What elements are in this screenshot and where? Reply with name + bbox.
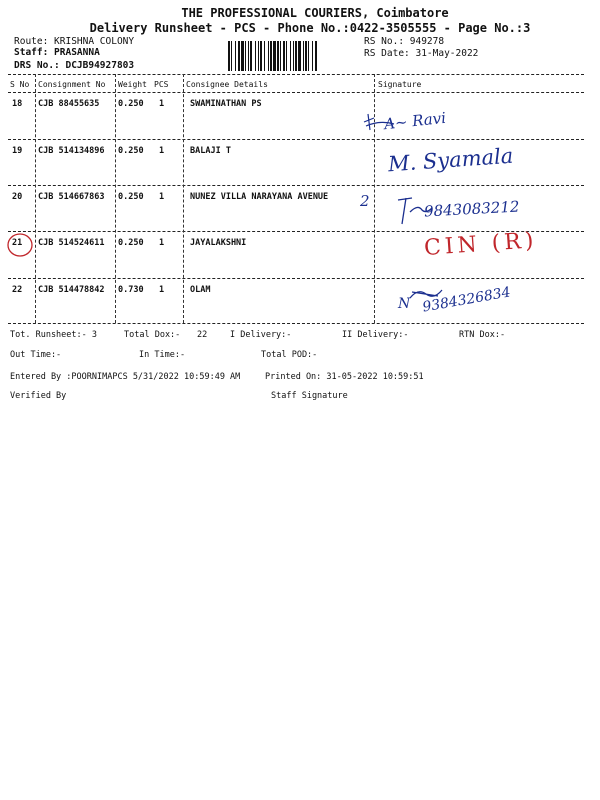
staff-signature: Staff Signature <box>271 391 348 401</box>
barcode-bar <box>295 41 297 71</box>
cell-weight: 0.250 <box>118 192 144 202</box>
signature-row22-phone: 9384326834 <box>421 284 512 316</box>
barcode-bar <box>273 41 276 71</box>
barcode-bar <box>286 41 287 71</box>
col-header-weight: Weight <box>118 80 147 89</box>
cell-consignment: CJB 514524611 <box>38 238 105 248</box>
rtn-dox: RTN Dox:- <box>459 330 506 340</box>
barcode-bar <box>312 41 313 71</box>
cell-sno: 21 <box>12 238 23 248</box>
cell-pcs: 1 <box>159 238 165 248</box>
barcode-bar <box>238 41 240 71</box>
barcode-bar <box>283 41 285 71</box>
cell-consignee: NUNEZ VILLA NARAYANA AVENUE <box>190 192 329 202</box>
column-divider <box>115 74 116 323</box>
verified-by: Verified By <box>10 391 67 401</box>
table-header-rule <box>8 92 584 93</box>
cell-pcs: 1 <box>159 192 165 202</box>
signature-row18: A~ Ravi <box>383 108 447 134</box>
barcode-bar <box>277 41 279 71</box>
barcode-bar <box>293 41 294 71</box>
barcode-bar <box>231 41 232 71</box>
cell-consignment: CJB 514134896 <box>38 146 105 156</box>
barcode-bar <box>258 41 259 71</box>
barcode-bar <box>241 41 244 71</box>
cell-consignee: JAYALAKSHNI <box>190 238 247 248</box>
cell-sno: 20 <box>12 192 23 202</box>
column-divider <box>183 74 184 323</box>
barcode-bar <box>255 41 256 71</box>
barcode-bar <box>260 41 262 71</box>
cell-consignment: CJB 514667863 <box>38 192 105 202</box>
row-divider <box>8 139 584 140</box>
barcode-bar <box>245 41 246 71</box>
document-subtitle: Delivery Runsheet - PCS - Phone No.:0422-3505555 - Page No.:3 <box>89 21 531 35</box>
printed-on: Printed On: 31-05-2022 10:59:51 <box>265 372 424 382</box>
table-bottom-rule <box>8 323 584 324</box>
barcode-bar <box>228 41 230 71</box>
drs-number: DRS No.: DCJB94927803 <box>14 60 135 71</box>
barcode-bar <box>308 41 309 71</box>
tot-runsheet: Tot. Runsheet:- 3 <box>10 330 97 340</box>
col-header-consignment: Consignment No <box>38 80 106 89</box>
barcode-bar <box>268 41 269 71</box>
cell-weight: 0.250 <box>118 99 144 109</box>
signature-row20-mark: 2 <box>360 192 370 210</box>
cell-pcs: 1 <box>159 99 165 109</box>
barcode-bar <box>270 41 272 71</box>
signature-row20-phone: 9843083212 <box>423 197 520 221</box>
route-label: Route: KRISHNA COLONY <box>14 36 135 47</box>
total-pod: Total POD:- <box>261 350 318 360</box>
barcode-bar <box>305 41 307 71</box>
row-divider <box>8 185 584 186</box>
cell-consignment: CJB 514478842 <box>38 285 105 295</box>
barcode-bar <box>235 41 236 71</box>
row-divider <box>8 278 584 279</box>
entered-by: Entered By :POORNIMAPCS 5/31/2022 10:59:49 AM <box>10 372 241 382</box>
cell-consignee: OLAM <box>190 285 211 295</box>
in-time: In Time:- <box>139 350 186 360</box>
barcode-bar <box>264 41 265 71</box>
cell-consignee: BALAJI T <box>190 146 231 156</box>
barcode-bar <box>290 41 291 71</box>
i-delivery: I Delivery:- <box>230 330 292 340</box>
cell-weight: 0.250 <box>118 146 144 156</box>
cell-weight: 0.730 <box>118 285 144 295</box>
rs-date: RS Date: 31-May-2022 <box>364 48 479 59</box>
ii-delivery: II Delivery:- <box>342 330 409 340</box>
rs-number: RS No.: 949278 <box>364 36 445 47</box>
col-header-pcs: PCS <box>154 80 169 89</box>
col-header-consignee: Consignee Details <box>186 80 268 89</box>
barcode-bar <box>280 41 281 71</box>
cell-sno: 19 <box>12 146 23 156</box>
signature-row19: M. Syamala <box>387 143 514 177</box>
col-header-signature: Signature <box>378 80 422 89</box>
barcode-bar <box>298 41 301 71</box>
out-time: Out Time:- <box>10 350 62 360</box>
barcode-bar <box>303 41 304 71</box>
staff-label: Staff: PRASANNA <box>14 47 100 58</box>
cell-pcs: 1 <box>159 285 165 295</box>
cell-consignment: CJB 88455635 <box>38 99 100 109</box>
cell-consignee: SWAMINATHAN PS <box>190 99 262 109</box>
total-dox-label: Total Dox:- <box>124 330 181 340</box>
column-divider <box>35 74 36 323</box>
signature-row21: CIN (R) <box>423 228 539 261</box>
col-header-sno: S No <box>10 80 30 89</box>
barcode-bar <box>248 41 249 71</box>
total-dox-value: 22 <box>197 330 208 340</box>
barcode-bar <box>315 41 317 71</box>
barcode <box>228 41 362 71</box>
red-circle-mark <box>6 231 36 259</box>
signature-row22-mark: N <box>398 296 411 312</box>
cell-sno: 18 <box>12 99 23 109</box>
table-top-rule <box>8 74 584 75</box>
cell-sno: 22 <box>12 285 23 295</box>
cell-pcs: 1 <box>159 146 165 156</box>
cell-weight: 0.250 <box>118 238 144 248</box>
document-title: THE PROFESSIONAL COURIERS, Coimbatore <box>181 6 449 20</box>
barcode-bar <box>250 41 252 71</box>
